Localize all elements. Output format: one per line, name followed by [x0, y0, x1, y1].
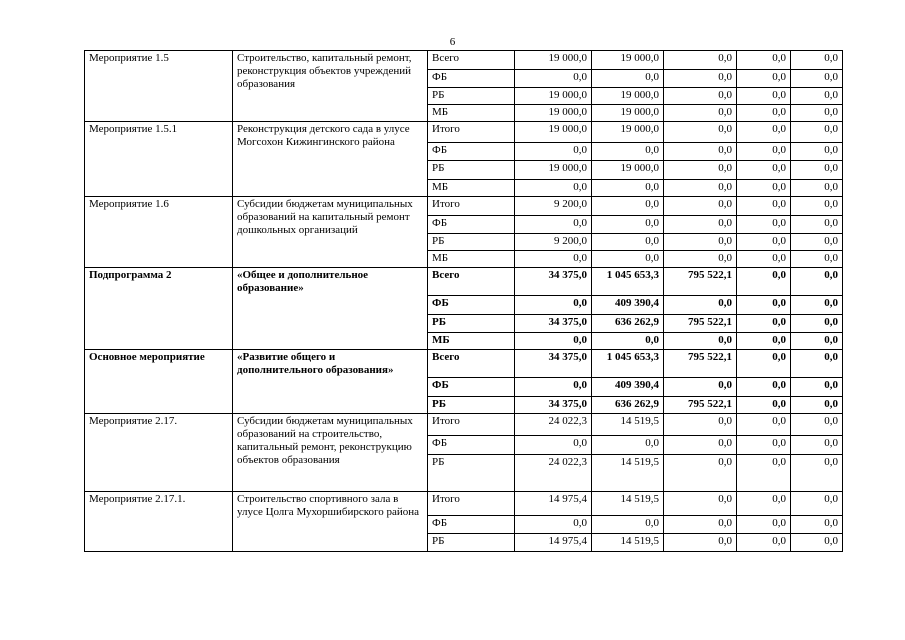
- amount-cell: 0,0: [737, 251, 791, 268]
- amount-cell: 0,0: [592, 197, 664, 216]
- funding-source-cell: Всего: [428, 51, 515, 70]
- amount-cell: 0,0: [664, 414, 737, 436]
- amount-cell: 0,0: [664, 534, 737, 552]
- funding-source-cell: РБ: [428, 88, 515, 105]
- amount-cell: 14 519,5: [592, 455, 664, 492]
- amount-cell: 0,0: [737, 180, 791, 197]
- funding-source-cell: ФБ: [428, 70, 515, 88]
- amount-cell: 0,0: [664, 70, 737, 88]
- amount-cell: 0,0: [592, 216, 664, 234]
- funding-source-cell: МБ: [428, 105, 515, 122]
- amount-cell: 0,0: [791, 216, 843, 234]
- amount-cell: 0,0: [515, 251, 592, 268]
- funding-source-cell: ФБ: [428, 378, 515, 397]
- amount-cell: 0,0: [664, 492, 737, 516]
- funding-source-cell: Итого: [428, 197, 515, 216]
- amount-cell: 0,0: [592, 143, 664, 161]
- funding-source-cell: Всего: [428, 350, 515, 378]
- amount-cell: 0,0: [515, 333, 592, 350]
- activity-name-cell: Мероприятие 1.6: [85, 197, 233, 268]
- activity-name-cell: Мероприятие 1.5.1: [85, 122, 233, 197]
- amount-cell: 9 200,0: [515, 234, 592, 251]
- amount-cell: 0,0: [664, 455, 737, 492]
- table-row: [85, 268, 843, 296]
- amount-cell: 14 975,4: [515, 534, 592, 552]
- amount-cell: 0,0: [737, 122, 791, 143]
- amount-cell: 0,0: [592, 180, 664, 197]
- activity-name-cell: Подпрограмма 2: [85, 268, 233, 350]
- amount-cell: 0,0: [737, 534, 791, 552]
- amount-cell: 0,0: [664, 51, 737, 70]
- amount-cell: 409 390,4: [592, 378, 664, 397]
- activity-description-cell: Субсидии бюджетам муниципальных образований на капитальный ремонт дошкольных организаций: [233, 197, 428, 268]
- amount-cell: 0,0: [515, 436, 592, 455]
- amount-cell: 0,0: [737, 51, 791, 70]
- amount-cell: 9 200,0: [515, 197, 592, 216]
- amount-cell: 0,0: [664, 216, 737, 234]
- amount-cell: 0,0: [791, 268, 843, 296]
- funding-source-cell: Всего: [428, 268, 515, 296]
- amount-cell: 0,0: [664, 180, 737, 197]
- amount-cell: 0,0: [737, 333, 791, 350]
- funding-source-cell: Итого: [428, 122, 515, 143]
- amount-cell: 0,0: [737, 105, 791, 122]
- amount-cell: 19 000,0: [515, 51, 592, 70]
- amount-cell: 0,0: [664, 105, 737, 122]
- amount-cell: 0,0: [664, 436, 737, 455]
- amount-cell: 0,0: [592, 234, 664, 251]
- activity-description-cell: «Общее и дополнительное образование»: [233, 268, 428, 350]
- funding-source-cell: ФБ: [428, 296, 515, 315]
- amount-cell: 636 262,9: [592, 315, 664, 333]
- amount-cell: 0,0: [515, 516, 592, 534]
- amount-cell: 0,0: [791, 516, 843, 534]
- amount-cell: 0,0: [664, 161, 737, 180]
- amount-cell: 0,0: [737, 143, 791, 161]
- amount-cell: 0,0: [791, 534, 843, 552]
- amount-cell: 0,0: [737, 350, 791, 378]
- amount-cell: 1 045 653,3: [592, 350, 664, 378]
- amount-cell: 0,0: [737, 516, 791, 534]
- amount-cell: 0,0: [791, 143, 843, 161]
- amount-cell: 0,0: [592, 436, 664, 455]
- funding-source-cell: РБ: [428, 455, 515, 492]
- budget-table-body: [85, 51, 843, 552]
- funding-source-cell: ФБ: [428, 143, 515, 161]
- funding-source-cell: РБ: [428, 397, 515, 414]
- amount-cell: 0,0: [737, 492, 791, 516]
- amount-cell: 795 522,1: [664, 350, 737, 378]
- amount-cell: 795 522,1: [664, 268, 737, 296]
- amount-cell: 636 262,9: [592, 397, 664, 414]
- amount-cell: 0,0: [737, 315, 791, 333]
- amount-cell: 19 000,0: [592, 88, 664, 105]
- table-row: [85, 122, 843, 143]
- amount-cell: 0,0: [664, 296, 737, 315]
- amount-cell: 0,0: [664, 378, 737, 397]
- amount-cell: 0,0: [664, 197, 737, 216]
- amount-cell: 1 045 653,3: [592, 268, 664, 296]
- amount-cell: 0,0: [791, 436, 843, 455]
- amount-cell: 0,0: [737, 216, 791, 234]
- funding-source-cell: РБ: [428, 234, 515, 251]
- amount-cell: 0,0: [791, 414, 843, 436]
- activity-description-cell: «Развитие общего и дополнительного образования»: [233, 350, 428, 414]
- activity-description-cell: Строительство спортивного зала в улусе Цолга Мухоршибирского района: [233, 492, 428, 552]
- amount-cell: 19 000,0: [515, 105, 592, 122]
- amount-cell: 34 375,0: [515, 315, 592, 333]
- table-row: [85, 51, 843, 70]
- amount-cell: 34 375,0: [515, 268, 592, 296]
- funding-source-cell: МБ: [428, 180, 515, 197]
- amount-cell: 19 000,0: [515, 161, 592, 180]
- amount-cell: 0,0: [791, 251, 843, 268]
- amount-cell: 0,0: [515, 378, 592, 397]
- table-row: [85, 197, 843, 216]
- amount-cell: 19 000,0: [592, 161, 664, 180]
- amount-cell: 0,0: [664, 516, 737, 534]
- amount-cell: 0,0: [664, 88, 737, 105]
- amount-cell: 0,0: [515, 216, 592, 234]
- amount-cell: 14 519,5: [592, 534, 664, 552]
- activity-name-cell: Мероприятие 2.17.: [85, 414, 233, 492]
- amount-cell: 0,0: [791, 350, 843, 378]
- amount-cell: 14 519,5: [592, 414, 664, 436]
- amount-cell: 0,0: [515, 70, 592, 88]
- amount-cell: 0,0: [592, 333, 664, 350]
- amount-cell: 0,0: [737, 268, 791, 296]
- amount-cell: 0,0: [515, 296, 592, 315]
- budget-table: [84, 50, 843, 552]
- funding-source-cell: МБ: [428, 333, 515, 350]
- funding-source-cell: Итого: [428, 414, 515, 436]
- amount-cell: 24 022,3: [515, 414, 592, 436]
- table-row: [85, 350, 843, 378]
- table-row: [85, 414, 843, 436]
- amount-cell: 0,0: [791, 234, 843, 251]
- amount-cell: 0,0: [737, 161, 791, 180]
- funding-source-cell: РБ: [428, 315, 515, 333]
- amount-cell: 0,0: [791, 88, 843, 105]
- amount-cell: 0,0: [791, 161, 843, 180]
- amount-cell: 14 519,5: [592, 492, 664, 516]
- amount-cell: 0,0: [737, 296, 791, 315]
- funding-source-cell: МБ: [428, 251, 515, 268]
- amount-cell: 0,0: [737, 397, 791, 414]
- amount-cell: 0,0: [664, 143, 737, 161]
- amount-cell: 0,0: [737, 197, 791, 216]
- amount-cell: 19 000,0: [592, 51, 664, 70]
- amount-cell: 0,0: [515, 180, 592, 197]
- table-row: [85, 492, 843, 516]
- funding-source-cell: РБ: [428, 534, 515, 552]
- amount-cell: 34 375,0: [515, 350, 592, 378]
- amount-cell: 14 975,4: [515, 492, 592, 516]
- amount-cell: 0,0: [791, 397, 843, 414]
- funding-source-cell: РБ: [428, 161, 515, 180]
- amount-cell: 0,0: [791, 315, 843, 333]
- activity-name-cell: Мероприятие 1.5: [85, 51, 233, 122]
- amount-cell: 0,0: [737, 88, 791, 105]
- amount-cell: 0,0: [791, 492, 843, 516]
- amount-cell: 24 022,3: [515, 455, 592, 492]
- amount-cell: 0,0: [737, 455, 791, 492]
- funding-source-cell: ФБ: [428, 516, 515, 534]
- amount-cell: 0,0: [664, 234, 737, 251]
- amount-cell: 0,0: [737, 378, 791, 397]
- amount-cell: 795 522,1: [664, 315, 737, 333]
- amount-cell: 0,0: [515, 143, 592, 161]
- amount-cell: 0,0: [737, 436, 791, 455]
- activity-description-cell: Реконструкция детского сада в улусе Могсохон Кижингинского района: [233, 122, 428, 197]
- amount-cell: 0,0: [592, 516, 664, 534]
- amount-cell: 0,0: [791, 180, 843, 197]
- amount-cell: 0,0: [791, 378, 843, 397]
- amount-cell: 0,0: [737, 70, 791, 88]
- amount-cell: 0,0: [592, 70, 664, 88]
- amount-cell: 0,0: [664, 251, 737, 268]
- amount-cell: 0,0: [664, 333, 737, 350]
- amount-cell: 0,0: [791, 333, 843, 350]
- amount-cell: 0,0: [592, 251, 664, 268]
- amount-cell: 34 375,0: [515, 397, 592, 414]
- amount-cell: 0,0: [791, 122, 843, 143]
- amount-cell: 19 000,0: [515, 88, 592, 105]
- amount-cell: 0,0: [791, 197, 843, 216]
- funding-source-cell: ФБ: [428, 436, 515, 455]
- amount-cell: 0,0: [791, 70, 843, 88]
- amount-cell: 19 000,0: [515, 122, 592, 143]
- amount-cell: 0,0: [737, 414, 791, 436]
- amount-cell: 0,0: [791, 51, 843, 70]
- activity-description-cell: Субсидии бюджетам муниципальных образований на строительство, капитальный ремонт, реконструкцию объектов образования: [233, 414, 428, 492]
- funding-source-cell: ФБ: [428, 216, 515, 234]
- page-number: 6: [449, 36, 456, 48]
- amount-cell: 795 522,1: [664, 397, 737, 414]
- amount-cell: 19 000,0: [592, 122, 664, 143]
- activity-description-cell: Строительство, капитальный ремонт, реконструкция объектов учреждений образования: [233, 51, 428, 122]
- amount-cell: 0,0: [737, 234, 791, 251]
- activity-name-cell: Основное мероприятие: [85, 350, 233, 414]
- activity-name-cell: Мероприятие 2.17.1.: [85, 492, 233, 552]
- amount-cell: 19 000,0: [592, 105, 664, 122]
- amount-cell: 0,0: [791, 105, 843, 122]
- amount-cell: 409 390,4: [592, 296, 664, 315]
- funding-source-cell: Итого: [428, 492, 515, 516]
- amount-cell: 0,0: [791, 296, 843, 315]
- amount-cell: 0,0: [664, 122, 737, 143]
- amount-cell: 0,0: [791, 455, 843, 492]
